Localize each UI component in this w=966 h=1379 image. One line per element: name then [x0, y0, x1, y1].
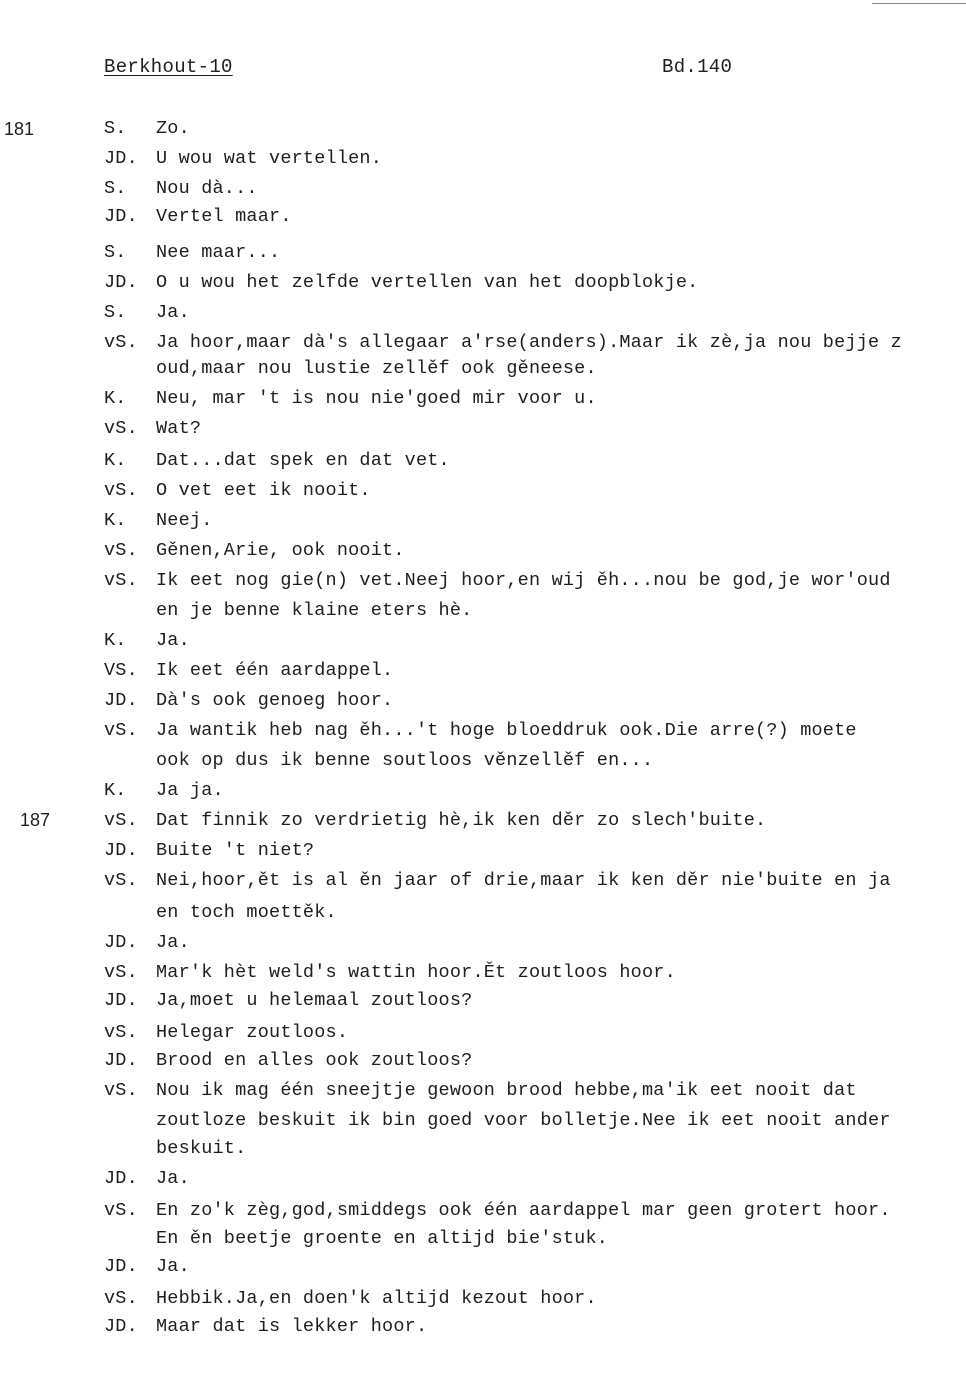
speaker-label: vS.	[104, 1200, 138, 1221]
speaker-label: JD.	[104, 1256, 138, 1277]
utterance-text: Gěnen,Arie, ook nooit.	[156, 540, 405, 561]
speaker-label: JD.	[104, 206, 138, 227]
speaker-label: vS.	[104, 1022, 138, 1043]
utterance-text: Ja hoor,maar dà's allegaar a'rse(anders).Maar ik zè,ja nou bejje z	[156, 332, 902, 353]
document-title: Berkhout-10	[104, 56, 233, 78]
utterance-text: O vet eet ik nooit.	[156, 480, 371, 501]
utterance-text: Ja.	[156, 1168, 190, 1189]
utterance-text: Ja.	[156, 302, 190, 323]
utterance-text: En ěn beetje groente en altijd bie'stuk.	[156, 1228, 609, 1249]
utterance-text: Nei,hoor,ět is al ěn jaar of drie,maar ik ken děr nie'buite en ja	[156, 870, 891, 891]
utterance-text: Maar dat is lekker hoor.	[156, 1316, 428, 1337]
utterance-text: Hebbik.Ja,en doen'k altijd kezout hoor.	[156, 1288, 597, 1309]
utterance-text: zoutloze beskuit ik bin goed voor bolletje.Nee ik eet nooit ander	[156, 1110, 891, 1131]
speaker-label: vS.	[104, 870, 138, 891]
speaker-label: vS.	[104, 332, 138, 353]
margin-number-181: 181	[4, 119, 35, 139]
speaker-label: JD.	[104, 148, 138, 169]
utterance-text: U wou wat vertellen.	[156, 148, 383, 169]
speaker-label: JD.	[104, 840, 138, 861]
page-reference: Bd.140	[662, 56, 733, 78]
utterance-text: Neu, mar 't is nou nie'goed mir voor u.	[156, 388, 597, 409]
top-rule	[872, 3, 966, 4]
speaker-label: JD.	[104, 1168, 138, 1189]
speaker-label: K.	[104, 630, 127, 651]
utterance-text: Brood en alles ook zoutloos?	[156, 1050, 473, 1071]
speaker-label: K.	[104, 450, 127, 471]
speaker-label: JD.	[104, 1050, 138, 1071]
speaker-label: S.	[104, 118, 127, 139]
utterance-text: Ik eet nog gie(n) vet.Neej hoor,en wij ěh...nou be god,je wor'oud	[156, 570, 891, 591]
speaker-label: vS.	[104, 1080, 138, 1101]
utterance-text: Zo.	[156, 118, 190, 139]
utterance-text: En zo'k zèg,god,smiddegs ook één aardappel mar geen grotert hoor.	[156, 1200, 891, 1221]
utterance-text: Ja ja.	[156, 780, 224, 801]
utterance-text: oud,maar nou lustie zellěf ook gěneese.	[156, 358, 597, 379]
utterance-text: Mar'k hèt weld's wattin hoor.Ět zoutloos hoor.	[156, 962, 676, 983]
utterance-text: beskuit.	[156, 1138, 247, 1159]
utterance-text: en je benne klaine eters hè.	[156, 600, 473, 621]
utterance-text: O u wou het zelfde vertellen van het doopblokje.	[156, 272, 699, 293]
utterance-text: Dat...dat spek en dat vet.	[156, 450, 450, 471]
speaker-label: vS.	[104, 962, 138, 983]
speaker-label: vS.	[104, 1288, 138, 1309]
speaker-label: VS.	[104, 660, 138, 681]
utterance-text: en toch moettěk.	[156, 902, 337, 923]
utterance-text: Ik eet één aardappel.	[156, 660, 394, 681]
utterance-text: Buite 't niet?	[156, 840, 315, 861]
speaker-label: vS.	[104, 810, 138, 831]
speaker-label: S.	[104, 178, 127, 199]
speaker-label: K.	[104, 510, 127, 531]
utterance-text: Ja wantik heb nag ěh...'t hoge bloeddruk ook.Die arre(?) moete	[156, 720, 857, 741]
utterance-text: Nee maar...	[156, 242, 281, 263]
speaker-label: vS.	[104, 540, 138, 561]
utterance-text: Dat finnik zo verdrietig hè,ik ken děr zo slech'buite.	[156, 810, 767, 831]
utterance-text: Helegar zoutloos.	[156, 1022, 349, 1043]
speaker-label: S.	[104, 242, 127, 263]
utterance-text: Ja.	[156, 1256, 190, 1277]
utterance-text: Neej.	[156, 510, 213, 531]
speaker-label: JD.	[104, 1316, 138, 1337]
speaker-label: K.	[104, 780, 127, 801]
speaker-label: vS.	[104, 570, 138, 591]
utterance-text: Ja,moet u helemaal zoutloos?	[156, 990, 473, 1011]
utterance-text: ook op dus ik benne soutloos věnzellěf en...	[156, 750, 654, 771]
utterance-text: Ja.	[156, 630, 190, 651]
speaker-label: vS.	[104, 720, 138, 741]
utterance-text: Wat?	[156, 418, 202, 439]
utterance-text: Nou ik mag één sneejtje gewoon brood hebbe,ma'ik eet nooit dat	[156, 1080, 857, 1101]
speaker-label: JD.	[104, 690, 138, 711]
speaker-label: JD.	[104, 990, 138, 1011]
utterance-text: Vertel maar.	[156, 206, 292, 227]
speaker-label: S.	[104, 302, 127, 323]
utterance-text: Dà's ook genoeg hoor.	[156, 690, 394, 711]
utterance-text: Ja.	[156, 932, 190, 953]
speaker-label: JD.	[104, 272, 138, 293]
speaker-label: K.	[104, 388, 127, 409]
speaker-label: vS.	[104, 480, 138, 501]
speaker-label: JD.	[104, 932, 138, 953]
utterance-text: Nou dà...	[156, 178, 258, 199]
margin-number-187: 187	[20, 810, 51, 830]
speaker-label: vS.	[104, 418, 138, 439]
